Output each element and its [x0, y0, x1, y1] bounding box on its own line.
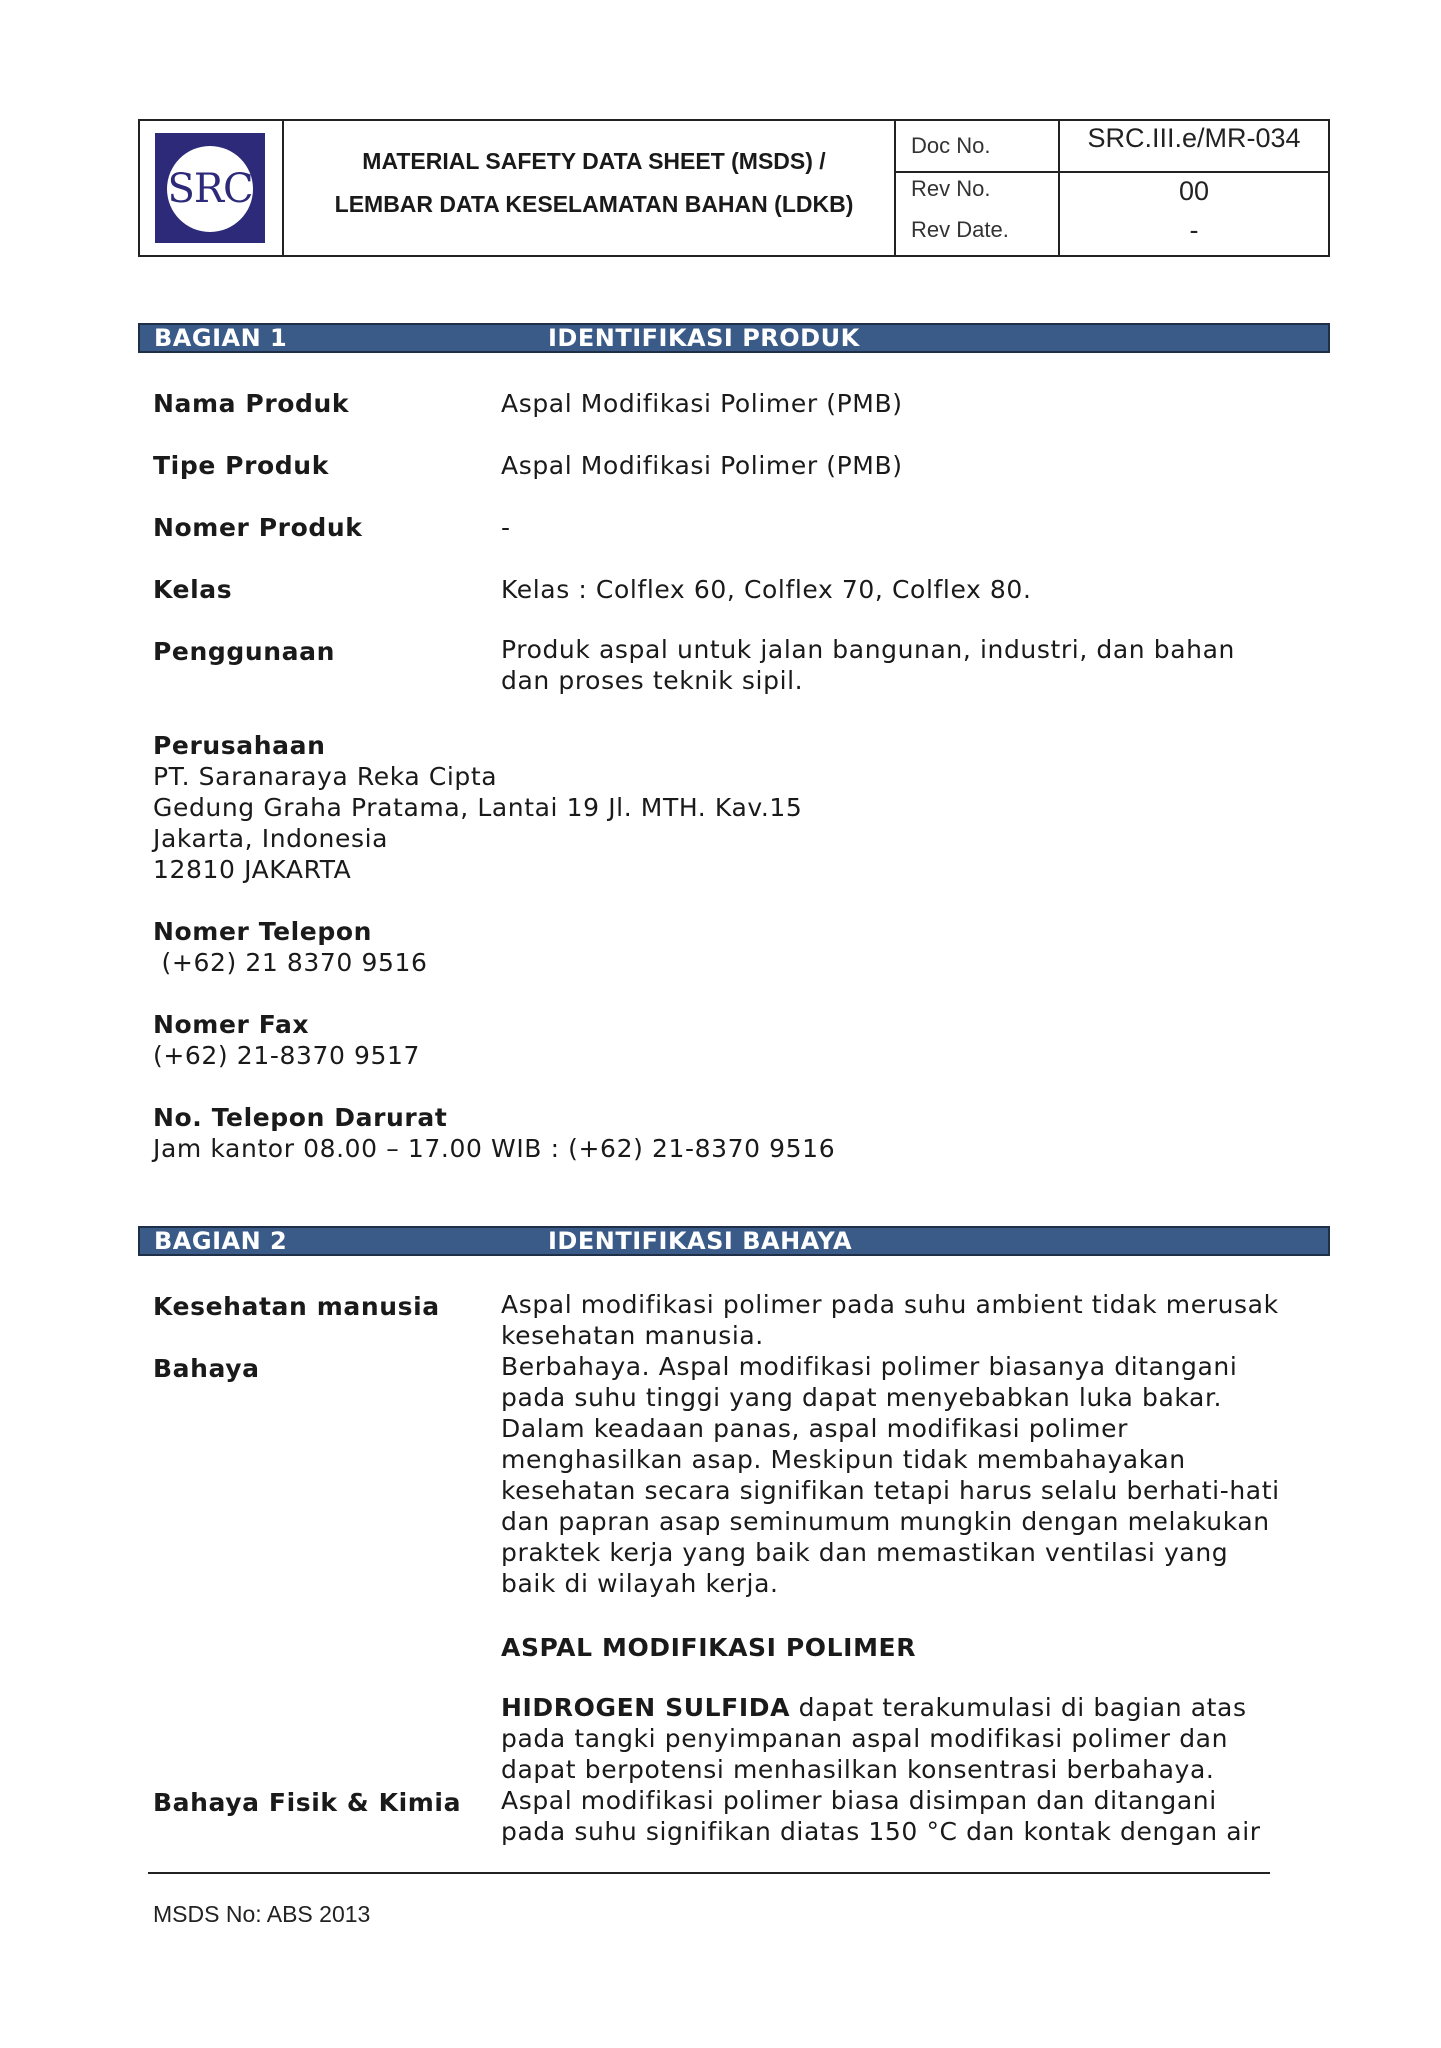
- company-address-line: Jakarta, Indonesia: [153, 824, 389, 853]
- physical-chemical-hazard-label: Bahaya Fisik & Kimia: [153, 1788, 462, 1817]
- hazard-line: kesehatan secara signifikan tetapi harus selalu berhati-hati: [501, 1476, 1280, 1505]
- section-2-title: IDENTIFIKASI BAHAYA: [548, 1227, 853, 1255]
- section-1-number: BAGIAN 1: [154, 324, 288, 352]
- document-header: [138, 119, 1330, 257]
- h2s-line-rest: dapat terakumulasi di bagian atas: [790, 1693, 1247, 1722]
- footer-msds-number: MSDS No: ABS 2013: [153, 1901, 371, 1927]
- hazard-line: dan papran asap seminumum mungkin dengan melakukan: [501, 1507, 1270, 1536]
- company-logo: [155, 133, 265, 243]
- usage-value: [501, 634, 1235, 696]
- product-type-value: Aspal Modifikasi Polimer (PMB): [501, 451, 903, 480]
- header-divider: [894, 121, 896, 255]
- h2s-bold-term: HIDROGEN SULFIDA: [501, 1693, 791, 1722]
- h2s-line: pada tangki penyimpanan aspal modifikasi polimer dan: [501, 1724, 1229, 1753]
- rev-no-value: 00: [1178, 176, 1210, 206]
- hazard-line: menghasilkan asap. Meskipun tidak membahayakan: [501, 1445, 1186, 1474]
- rev-date-label: Rev Date.: [911, 217, 1009, 242]
- pmb-subheading: ASPAL MODIFIKASI POLIMER: [501, 1633, 917, 1662]
- grade-label: Kelas: [153, 575, 233, 604]
- doc-no-label: Doc No.: [911, 133, 991, 158]
- hazard-line: Dalam keadaan panas, aspal modifikasi polimer: [501, 1414, 1128, 1443]
- section-2-bar: [138, 1226, 1330, 1256]
- product-name-value: Aspal Modifikasi Polimer (PMB): [501, 389, 903, 418]
- product-number-label: Nomer Produk: [153, 513, 363, 542]
- emergency-phone-label: No. Telepon Darurat: [153, 1103, 448, 1132]
- hazard-label: Bahaya: [153, 1354, 260, 1383]
- physical-chemical-hazard-value: [501, 1785, 1261, 1847]
- doc-no-value: SRC.III.e/MR-034: [1087, 123, 1301, 153]
- emergency-phone-value: Jam kantor 08.00 – 17.00 WIB : (+62) 21-8370 9516: [153, 1134, 836, 1163]
- hazard-line: baik di wilayah kerja.: [501, 1569, 779, 1598]
- phone-label: Nomer Telepon: [153, 917, 373, 946]
- product-number-value: -: [501, 513, 511, 542]
- usage-line: dan proses teknik sipil.: [501, 666, 804, 695]
- section-1-title: IDENTIFIKASI PRODUK: [548, 324, 860, 352]
- usage-label: Penggunaan: [153, 637, 336, 666]
- logo-text: SRC: [167, 146, 253, 232]
- company-address-line: 12810 JAKARTA: [153, 855, 352, 884]
- rev-no-label: Rev No.: [911, 176, 991, 201]
- footer-divider: [148, 1872, 1270, 1874]
- human-health-label: Kesehatan manusia: [153, 1292, 440, 1321]
- hazard-line: Berbahaya. Aspal modifikasi polimer biasanya ditangani: [501, 1352, 1238, 1381]
- product-type-label: Tipe Produk: [153, 451, 329, 480]
- physical-line: pada suhu signifikan diatas 150 °C dan kontak dengan air: [501, 1817, 1261, 1846]
- section-1-bar: [138, 323, 1330, 353]
- hazard-line: pada suhu tinggi yang dapat menyebabkan luka bakar.: [501, 1383, 1223, 1412]
- human-health-value: [501, 1289, 1279, 1351]
- health-line: kesehatan manusia.: [501, 1321, 764, 1350]
- fax-label: Nomer Fax: [153, 1010, 310, 1039]
- fax-value: (+62) 21-8370 9517: [153, 1041, 421, 1070]
- header-divider: [282, 121, 284, 255]
- company-address-line: Gedung Graha Pratama, Lantai 19 Jl. MTH. Kav.15: [153, 793, 803, 822]
- physical-line: Aspal modifikasi polimer biasa disimpan dan ditangani: [501, 1786, 1217, 1815]
- hydrogen-sulfide-paragraph: [501, 1692, 1247, 1785]
- product-name-label: Nama Produk: [153, 389, 350, 418]
- hazard-value: [501, 1351, 1280, 1599]
- document-title-line2: LEMBAR DATA KESELAMATAN BAHAN (LDKB): [334, 191, 854, 217]
- health-line: Aspal modifikasi polimer pada suhu ambient tidak merusak: [501, 1290, 1279, 1319]
- company-name: PT. Saranaraya Reka Cipta: [153, 762, 498, 791]
- hazard-line: praktek kerja yang baik dan memastikan ventilasi yang: [501, 1538, 1229, 1567]
- rev-date-value: -: [1189, 215, 1199, 245]
- h2s-line: [501, 1692, 1247, 1723]
- phone-value: (+62) 21 8370 9516: [153, 948, 428, 977]
- company-label: Perusahaan: [153, 731, 326, 760]
- header-divider: [894, 171, 1328, 173]
- h2s-line: dapat berpotensi menhasilkan konsentrasi berbahaya.: [501, 1755, 1215, 1784]
- section-2-number: BAGIAN 2: [154, 1227, 288, 1255]
- usage-line: Produk aspal untuk jalan bangunan, industri, dan bahan: [501, 635, 1235, 664]
- document-title-line1: MATERIAL SAFETY DATA SHEET (MSDS) /: [362, 148, 826, 174]
- grade-value: Kelas : Colflex 60, Colflex 70, Colflex 80.: [501, 575, 1032, 604]
